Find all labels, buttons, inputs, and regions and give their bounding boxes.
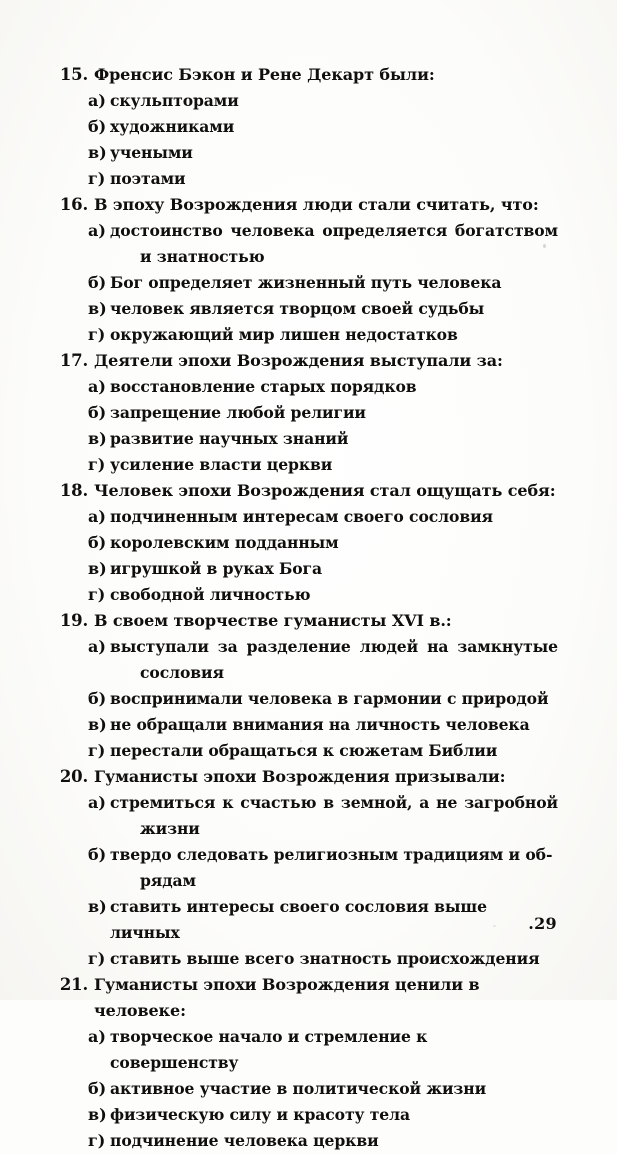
option-text: развитие научных знаний [110, 429, 349, 448]
question-header [58, 478, 558, 504]
option-text: ставить выше всего знатность происхождения [110, 949, 540, 968]
option-letter: в) [88, 715, 107, 734]
option-row[interactable] [58, 1102, 558, 1128]
question-block [58, 608, 558, 764]
option-item[interactable] [58, 790, 558, 842]
question-block [58, 478, 558, 608]
option-letter: а) [88, 793, 106, 812]
option-row[interactable] [58, 218, 558, 244]
option-item[interactable] [58, 686, 558, 712]
question-header [58, 764, 558, 790]
option-letter: б) [88, 845, 107, 864]
option-item[interactable] [58, 530, 558, 556]
option-row[interactable] [58, 1128, 558, 1154]
option-text: активное участие в политической жизни [110, 1079, 487, 1098]
question-header [58, 348, 558, 374]
option-letter: в) [88, 559, 107, 578]
option-item[interactable] [58, 1102, 558, 1128]
question-block [58, 192, 558, 348]
option-text: учеными [110, 143, 193, 162]
question-number: 20. [59, 767, 88, 786]
option-letter: б) [88, 403, 107, 422]
option-letter: г) [88, 325, 106, 344]
page-number [528, 914, 557, 933]
option-item[interactable] [58, 426, 558, 452]
question-text: Человек эпохи Возрождения стал ощущать себя: [94, 481, 556, 500]
question-header [58, 192, 558, 218]
option-item[interactable] [58, 166, 558, 192]
option-row[interactable] [58, 270, 558, 296]
option-row[interactable] [58, 894, 558, 946]
option-row[interactable] [58, 738, 558, 764]
option-letter: г) [88, 585, 106, 604]
option-text: скульпторами [110, 91, 239, 110]
option-list [58, 504, 558, 608]
option-text: воспринимали человека в гармонии с природой [110, 689, 549, 708]
option-letter: в) [88, 1105, 107, 1124]
question-text: Гуманисты эпохи Возрождения призывали: [94, 767, 506, 786]
option-continuation-line: рядам [140, 871, 196, 890]
option-letter: б) [88, 533, 107, 552]
option-letter: в) [88, 897, 107, 916]
option-item[interactable] [58, 1128, 558, 1154]
question-number: 21. [59, 975, 88, 994]
option-letter: в) [88, 429, 107, 448]
option-item[interactable] [58, 842, 558, 894]
option-text: восстановление старых порядков [110, 377, 417, 396]
option-text-tail: религии [285, 403, 366, 422]
option-item[interactable] [58, 946, 558, 972]
question-block [58, 972, 558, 1154]
option-item[interactable] [58, 738, 558, 764]
option-text: королевским подданным [110, 533, 339, 552]
option-text: физическую силу и красоту тела [110, 1105, 411, 1124]
page-number-prefix: . [528, 914, 535, 933]
option-row[interactable] [58, 452, 558, 478]
option-text: выступали за разделение людей на замкнутые [110, 637, 558, 656]
question-number: 17. [59, 351, 88, 370]
option-text: стремиться к счастью в земной, а не загробной [110, 793, 558, 812]
option-row[interactable] [58, 556, 558, 582]
question-number: 16. [59, 195, 88, 214]
option-row[interactable] [58, 140, 558, 166]
option-item[interactable] [58, 582, 558, 608]
option-letter: б) [88, 273, 107, 292]
option-text: достоинство человека определяется богатством [110, 221, 558, 240]
option-text: творческое начало и стремление к совершенству [110, 1027, 428, 1072]
option-letter: а) [88, 91, 106, 110]
question-text: В эпоху Возрождения люди стали считать, что: [94, 195, 539, 214]
option-letter: б) [88, 689, 107, 708]
option-text: подчиненным интересам своего сословия [110, 507, 493, 526]
option-text: Бог определяет жизненный путь человека [110, 273, 502, 292]
option-item[interactable] [58, 140, 558, 166]
question-header [58, 62, 558, 88]
option-text: художниками [110, 117, 235, 136]
question-text: Френсис Бэкон и Рене Декарт были: [94, 65, 435, 84]
option-text: не обращали внимания на личность человека [110, 715, 530, 734]
question-block [58, 348, 558, 478]
option-list [58, 790, 558, 972]
option-row[interactable] [58, 400, 558, 426]
question-text: Деятели эпохи Возрождения выступали за: [94, 351, 503, 370]
option-row[interactable] [58, 1024, 558, 1076]
option-row[interactable] [58, 686, 558, 712]
option-continuation-line: жизни [140, 819, 200, 838]
option-text: поэтами [110, 169, 186, 188]
option-row[interactable] [58, 790, 558, 816]
option-item[interactable] [58, 296, 558, 322]
option-list [58, 1024, 558, 1154]
option-text: свободной личностью [110, 585, 311, 604]
option-item[interactable] [58, 1076, 558, 1102]
option-item[interactable] [58, 894, 558, 946]
option-list [58, 634, 558, 764]
option-letter: г) [88, 1131, 106, 1150]
option-item[interactable] [58, 270, 558, 296]
option-letter: а) [88, 1027, 106, 1046]
option-text-lead: запрещение [110, 403, 227, 422]
question-header [58, 608, 558, 634]
option-row[interactable] [58, 1076, 558, 1102]
option-item[interactable] [58, 634, 558, 686]
option-text: игрушкой в руках Бога [110, 559, 322, 578]
option-text [110, 400, 558, 426]
option-text-emphasis: любой [226, 403, 286, 422]
option-row[interactable] [58, 842, 558, 868]
option-letter: г) [88, 949, 106, 968]
option-letter: б) [88, 117, 107, 136]
page-number-value: 29 [534, 914, 557, 933]
option-row[interactable] [58, 88, 558, 114]
question-block [58, 764, 558, 972]
option-item[interactable] [58, 114, 558, 140]
option-item[interactable] [58, 504, 558, 530]
option-letter: г) [88, 169, 106, 188]
option-item[interactable] [58, 712, 558, 738]
option-row[interactable] [58, 374, 558, 400]
option-item[interactable] [58, 400, 558, 426]
option-row[interactable] [58, 530, 558, 556]
option-row[interactable] [58, 322, 558, 348]
option-letter: а) [88, 507, 106, 526]
question-text: В своем творчестве гуманисты XVI в.: [94, 611, 452, 630]
option-row[interactable] [58, 712, 558, 738]
option-letter: в) [88, 143, 107, 162]
option-item[interactable] [58, 556, 558, 582]
option-item[interactable] [58, 218, 558, 270]
option-row[interactable] [58, 504, 558, 530]
option-letter: а) [88, 221, 106, 240]
question-block [58, 62, 558, 192]
question-list [58, 62, 558, 1154]
option-row[interactable] [58, 166, 558, 192]
question-number: 18. [59, 481, 88, 500]
option-row[interactable] [58, 296, 558, 322]
question-text: Гуманисты эпохи Возрождения ценили в человеке: [94, 975, 480, 1020]
option-text: перестали обращаться к сюжетам Библии [110, 741, 498, 760]
option-letter: г) [88, 741, 106, 760]
option-letter: б) [88, 1079, 107, 1098]
option-item[interactable] [58, 452, 558, 478]
option-list [58, 374, 558, 478]
option-letter: а) [88, 377, 106, 396]
question-number: 15. [59, 65, 88, 84]
option-text: окружающий мир лишен недостатков [110, 325, 458, 344]
option-item[interactable] [58, 374, 558, 400]
option-row[interactable] [58, 114, 558, 140]
option-item[interactable] [58, 88, 558, 114]
option-text: человек является творцом своей судьбы [110, 299, 485, 318]
option-row[interactable] [58, 582, 558, 608]
option-text: ставить интересы своего сословия выше личных [110, 897, 487, 942]
option-letter: в) [88, 299, 107, 318]
option-row[interactable] [58, 946, 558, 972]
option-item[interactable] [58, 1024, 558, 1076]
option-letter: г) [88, 455, 106, 474]
option-continuation-line: сословия [140, 663, 224, 682]
option-row[interactable] [58, 426, 558, 452]
question-number: 19. [59, 611, 88, 630]
option-item[interactable] [58, 322, 558, 348]
option-row[interactable] [58, 634, 558, 660]
option-list [58, 218, 558, 348]
option-text: твердо следовать религиозным традициям и об- [110, 845, 553, 864]
option-text: усиление власти церкви [110, 455, 333, 474]
option-continuation-line: и знатностью [140, 247, 265, 266]
option-text: подчинение человека церкви [110, 1131, 379, 1150]
option-list [58, 88, 558, 192]
question-header [58, 972, 558, 1024]
option-letter: а) [88, 637, 106, 656]
